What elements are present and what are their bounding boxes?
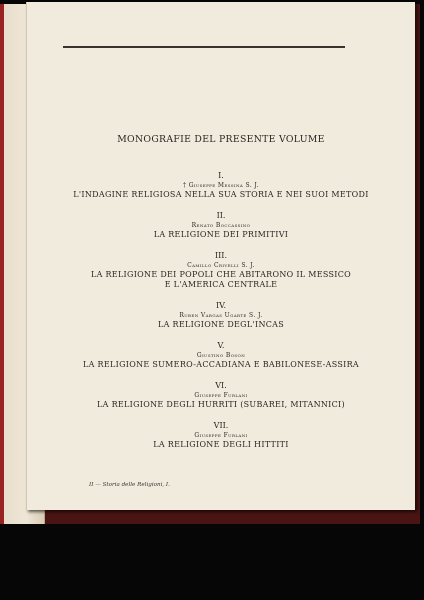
entry-author: Ruben Vargas Ugarte S. J.: [179, 312, 263, 319]
entry-author: Giuseppe Furlani: [194, 392, 248, 399]
page-footer-signature: II — Storia delle Religioni, I.: [89, 482, 170, 488]
monograph-entry-7: [27, 421, 415, 450]
entry-title: LA RELIGIONE DEGLI HITTITI: [153, 440, 289, 449]
entry-author: Giuseppe Furlani: [194, 432, 248, 439]
entry-author: Giustino Boson: [196, 352, 246, 359]
entry-number: VI.: [215, 381, 227, 390]
entry-title: LA RELIGIONE DEI PRIMITIVI: [153, 230, 289, 239]
entry-number: IV.: [215, 301, 227, 310]
book-red-edge: [0, 4, 4, 524]
entry-number: VII.: [213, 421, 229, 430]
entry-number: II.: [216, 211, 226, 220]
entry-title: LA RELIGIONE SUMERO-ACCADIANA E BABILONESE-ASSIRA: [83, 360, 359, 369]
monograph-entry-5: [27, 341, 415, 370]
entry-title: L'INDAGINE RELIGIOSA NELLA SUA STORIA E NEI SUOI METODI: [73, 190, 369, 199]
monograph-entry-6: [27, 381, 415, 410]
entry-number: III.: [214, 251, 228, 260]
monograph-entry-2: [27, 211, 415, 240]
entry-number: I.: [218, 171, 224, 180]
entry-title-line-1: LA RELIGIONE DEI POPOLI CHE ABITARONO IL MESSICO: [90, 270, 352, 279]
entry-number: V.: [217, 341, 225, 350]
header-rule: [63, 46, 345, 48]
monograph-entry-4: [27, 301, 415, 330]
page-heading: MONOGRAFIE DEL PRESENTE VOLUME: [117, 134, 325, 145]
entry-title: LA RELIGIONE DEGLI HURRITI (SUBAREI, MITANNICI): [97, 400, 345, 409]
entry-author: Camillo Crivelli S. J.: [187, 262, 255, 269]
book-page: [26, 2, 415, 510]
monograph-entry-3: [27, 251, 415, 290]
entry-author: † Giuseppe Messina S. J.: [182, 182, 260, 189]
entry-author: Renato Boccassino: [191, 222, 251, 229]
entry-title-line-2: E L'AMERICA CENTRALE: [164, 280, 278, 289]
entry-title: LA RELIGIONE DEGL'INCAS: [157, 320, 285, 329]
monograph-entry-1: [27, 171, 415, 200]
